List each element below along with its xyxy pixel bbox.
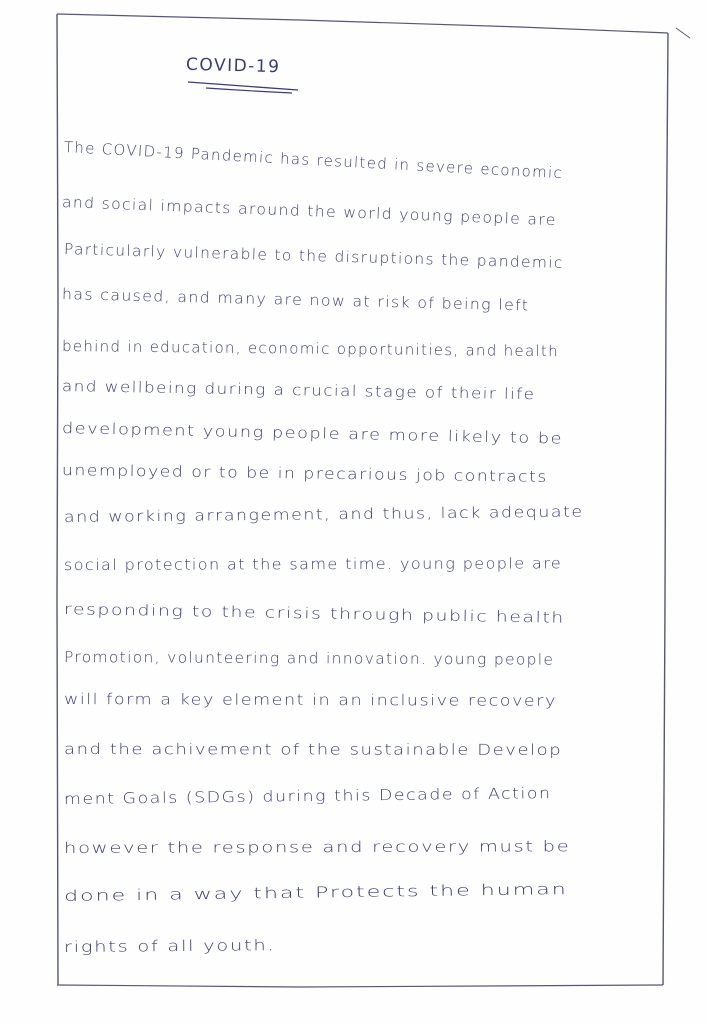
text-line: The COVID-19 Pandemic has resulted in severe economic	[63, 138, 564, 183]
page-title: COVID-19	[185, 54, 281, 78]
text-line: Particularly vulnerable to the disruptions the pandemic	[63, 240, 564, 272]
text-line: done in a way that Protects the human	[63, 879, 568, 905]
text-line: and social impacts around the world young people are	[61, 193, 558, 230]
text-line: behind in education, economic opportunities, and health	[61, 337, 560, 361]
text-line: and the achivement of the sustainable Develop	[63, 740, 563, 759]
text-line: however the response and recovery must be	[63, 837, 571, 857]
text-line: and wellbeing during a crucial stage of their life	[61, 377, 536, 404]
text-line: social protection at the same time. young people are	[63, 554, 563, 574]
text-line: development young people are more likely to be	[61, 419, 564, 448]
text-line: unemployed or to be in precarious job contracts	[61, 461, 548, 486]
text-line: responding to the crisis through public health	[63, 600, 566, 627]
text-line: will form a key element in an inclusive recovery	[63, 690, 557, 710]
text-line: Promotion, volunteering and innovation. young people	[63, 648, 555, 669]
text-line: ment Goals (SDGs) during this Decade of Action	[63, 784, 552, 808]
text-line: and working arrangement, and thus, lack adequate	[63, 502, 584, 526]
title-underline	[0, 0, 708, 110]
text-line: has caused, and many are now at risk of being left	[61, 285, 530, 315]
text-line: rights of all youth.	[63, 936, 276, 956]
